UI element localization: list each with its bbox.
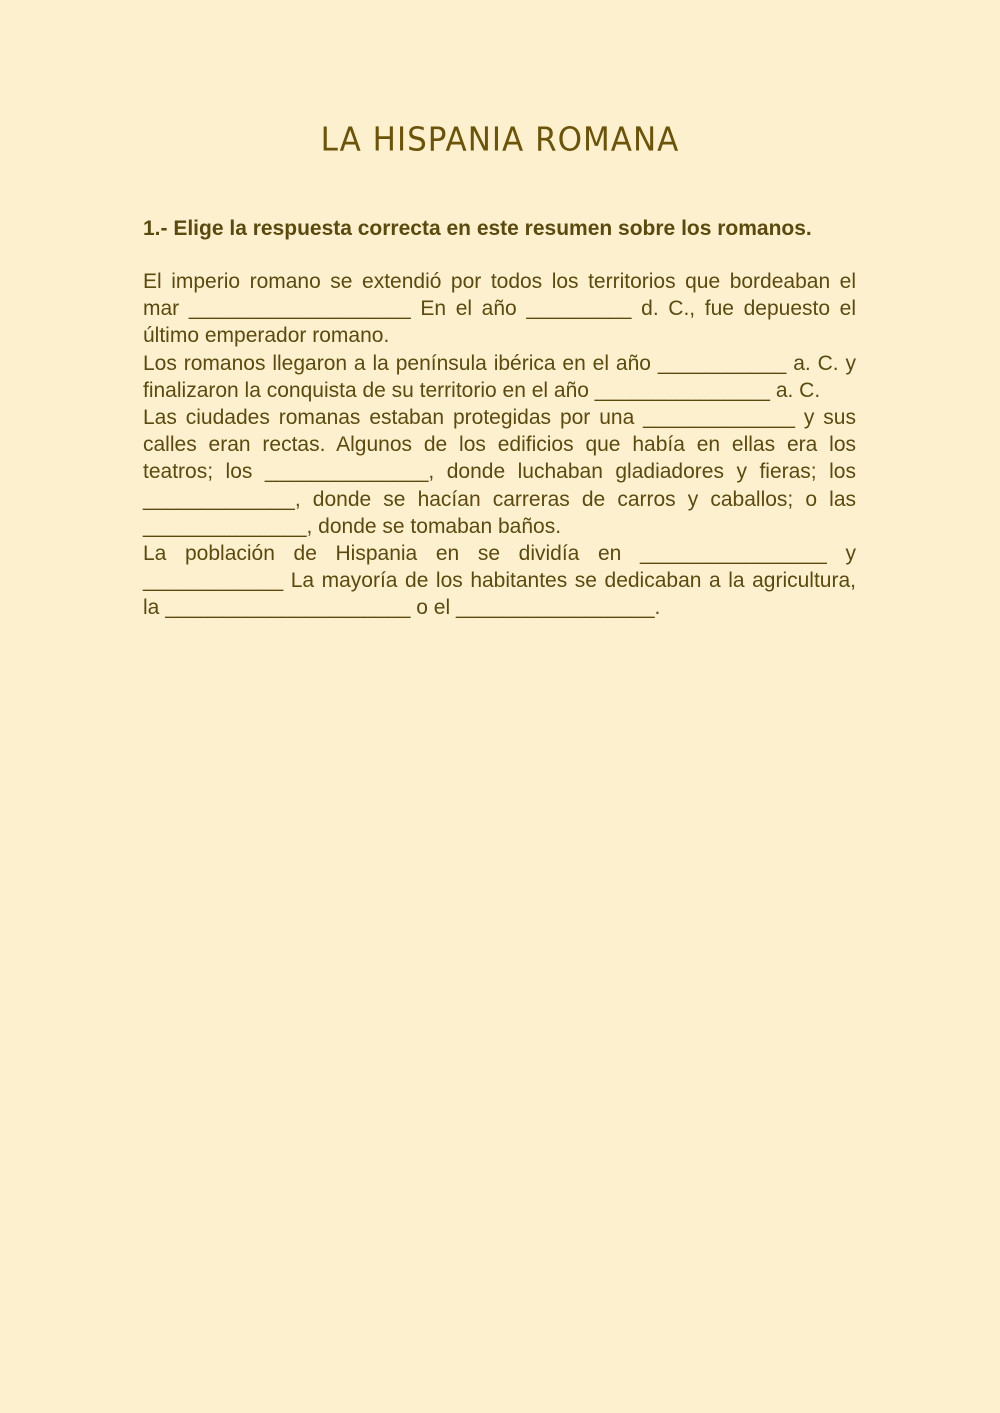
paragraph-text: La mayoría de los habitantes se dedicaban a la agricultura, la [143,569,856,620]
blank-termas[interactable]: ______________ [143,514,307,538]
paragraph-imperio [143,268,856,350]
paragraph-text: . [654,596,661,620]
paragraph-text: y sus calles eran rectas. Algunos de los edificios que había en ellas era los teatros; los [143,406,856,484]
blank-ano-conquista[interactable]: _______________ [594,378,770,402]
question-heading: 1.- Elige la respuesta correcta en este resumen sobre los romanos. [143,217,812,240]
paragraph-poblacion [143,540,856,622]
page-title: LA HISPANIA ROMANA [320,121,680,159]
paragraph-text: En el año [410,297,527,321]
blank-mar[interactable]: ___________________ [188,297,411,321]
blank-ano-llegada[interactable]: ___________ [657,351,787,375]
blank-grupo-1[interactable]: ________________ [639,542,827,566]
blank-ganaderia[interactable]: _____________________ [165,596,411,620]
blank-ano-fin-imperio[interactable]: _________ [526,297,632,321]
paragraph-text: a. C. [769,378,821,402]
paragraph-text: , donde se tomaban baños. [306,514,562,538]
paragraph-text: El imperio romano se extendió por todos los territorios que bordeaban el mar [143,270,856,321]
paragraph-text: La población de Hispania en se dividía en [143,542,640,566]
blank-comercio[interactable]: _________________ [455,596,655,620]
paragraph-text: o el [410,596,456,620]
paragraph-llegada [143,350,856,404]
blank-circos[interactable]: _____________ [143,487,295,511]
paragraph-text: Las ciudades romanas estaban protegidas por una [143,406,644,430]
blank-grupo-2[interactable]: ____________ [143,569,284,593]
paragraph-text: , donde luchaban gladiadores y fieras; los [428,460,856,484]
paragraph-ciudades [143,404,856,540]
paragraph-text: y [826,542,856,566]
paragraph-text: Los romanos llegaron a la península ibérica en el año [143,351,658,375]
blank-muralla[interactable]: _____________ [643,406,795,430]
paragraph-text: , donde se hacían carreras de carros y caballos; o las [294,487,856,511]
paragraph-text: d. C., fue depuesto el último emperador romano. [143,297,857,348]
paragraph-text: a. C. y finalizaron la conquista de su territorio en el año [143,351,856,402]
worksheet-content [143,215,856,622]
blank-anfiteatros[interactable]: ______________ [264,460,429,484]
